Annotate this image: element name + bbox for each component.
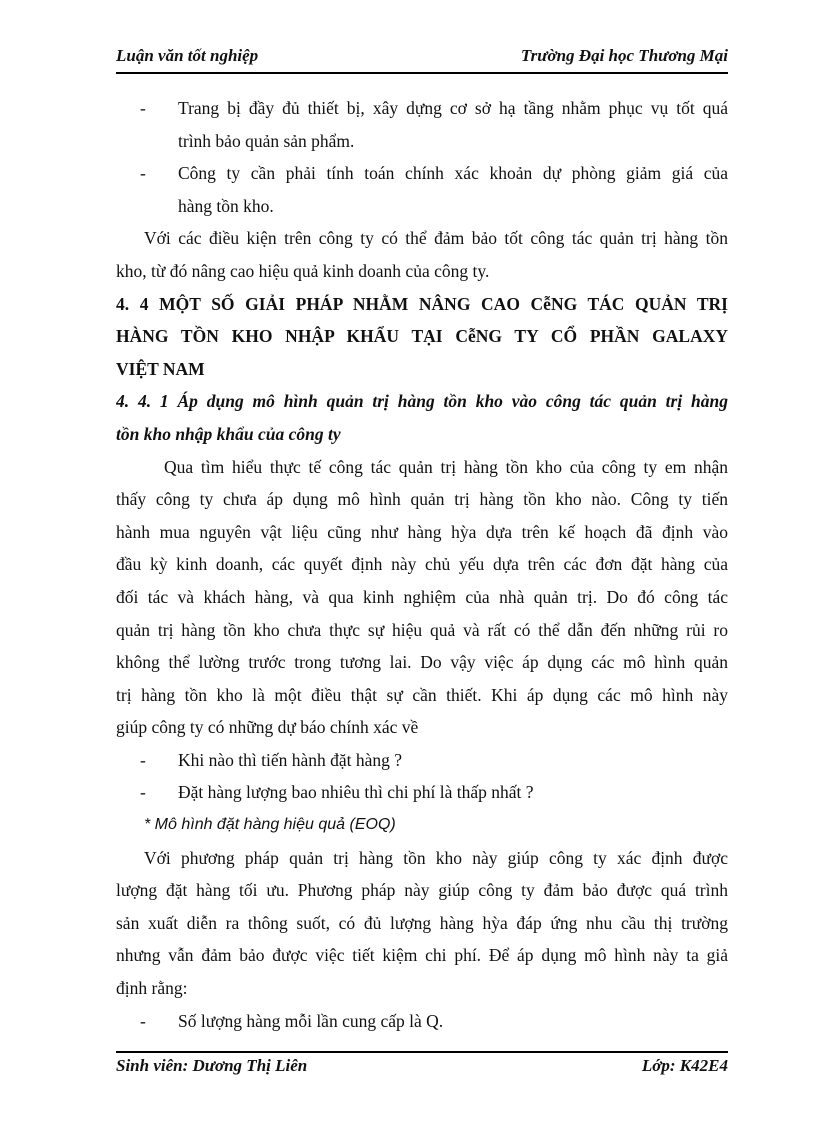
bullet-continuation: trình bảo quản sản phẩm. [178, 130, 355, 151]
paragraph-line: quản trị hàng tồn kho chưa thực sự hiệu quả và rất có thể dẫn đến những rủi ro [116, 619, 728, 640]
bullet-dash: - [140, 98, 146, 118]
bullet-text: Trang bị đầy đủ thiết bị, xây dựng cơ sở hạ tầng nhằm phục vụ tốt quá [178, 98, 728, 118]
section-heading: VIỆT NAM [116, 358, 205, 379]
paragraph-line: hành mua nguyên vật liệu cũng như hàng hỳa dựa trên kế hoạch đã định vào [116, 521, 728, 542]
bullet-line [116, 776, 728, 809]
subsection-heading: 4. 4. 1 Áp dụng mô hình quản trị hàng tồn kho vào công tác quản trị hàng [116, 391, 728, 412]
paragraph-line: đầu kỳ kinh doanh, các quyết định này chủ yếu dựa trên các đơn đặt hàng của [116, 554, 728, 575]
bullet-line [116, 1005, 728, 1038]
header-right-title: Trường Đại học Thương Mại [520, 46, 728, 65]
paragraph-line: kho, từ đó nâng cao hiệu quả kinh doanh của công ty. [116, 260, 490, 281]
header-rule [116, 72, 728, 74]
bullet-dash: - [140, 1010, 146, 1031]
paragraph-line: lượng đặt hàng tối ưu. Phương pháp này giúp công ty đảm bảo được quá trình [116, 880, 728, 901]
paragraph-line: giúp công ty có những dự báo chính xác về [116, 717, 419, 738]
document-body [116, 92, 728, 1037]
paragraph-line: định rằng: [116, 978, 188, 999]
paragraph-line: thấy công ty chưa áp dụng mô hình quản trị hàng tồn kho nào. Công ty tiến [116, 489, 728, 510]
bullet-line [116, 744, 728, 777]
section-heading: HÀNG TỒN KHO NHẬP KHẨU TẠI CễNG TY CỔ PHẦN GALAXY [116, 326, 728, 347]
paragraph-line: Với phương pháp quản trị hàng tồn kho này giúp công ty xác định được [144, 847, 728, 868]
bullet-text: Số lượng hàng mỗi lần cung cấp là Q. [178, 1010, 444, 1031]
paragraph-line: không thể lường trước trong tương lai. Do vậy việc áp dụng các mô hình quản [116, 652, 728, 673]
bullet-text: Đặt hàng lượng bao nhiêu thì chi phí là thấp nhất ? [178, 782, 534, 803]
page-footer [116, 1056, 728, 1076]
subsection-heading: tồn kho nhập khẩu của công ty [116, 423, 341, 444]
paragraph-line: Qua tìm hiểu thực tế công tác quản trị hàng tồn kho của công ty em nhận [164, 456, 728, 477]
eoq-label: * Mô hình đặt hàng hiệu quả (EOQ) [144, 816, 396, 834]
paragraph-line: Với các điều kiện trên công ty có thể đảm bảo tốt công tác quản trị hàng tồn [144, 228, 728, 249]
bullet-text: Công ty cần phải tính toán chính xác khoản dự phòng giảm giá của [178, 163, 728, 184]
header-left-title: Luận văn tốt nghiệp [116, 46, 259, 65]
paragraph-line: nhưng vẫn đảm bảo được việc tiết kiệm chi phí. Để áp dụng mô hình này ta giả [116, 945, 728, 966]
bullet-text: Khi nào thì tiến hành đặt hàng ? [178, 749, 403, 770]
footer-student-name: Sinh viên: Dương Thị Liên [116, 1056, 308, 1075]
bullet-line [116, 92, 728, 125]
paragraph-line: trị hàng tồn kho là một điều thật sự cần thiết. Khi áp dụng các mô hình này [116, 684, 728, 705]
paragraph-line: đối tác và khách hàng, và qua kinh nghiệm của nhà quản trị. Do đó công tác [116, 586, 728, 607]
section-heading: 4. 4 MỘT SỐ GIẢI PHÁP NHẰM NÂNG CAO CễNG TÁC QUẢN TRỊ [116, 293, 728, 314]
bullet-continuation: hàng tồn kho. [178, 195, 274, 216]
footer-class: Lớp: K42E4 [641, 1056, 728, 1075]
page-header [116, 46, 728, 66]
footer-rule [116, 1051, 728, 1053]
bullet-dash: - [140, 782, 146, 803]
bullet-dash: - [140, 749, 146, 770]
bullet-line [116, 157, 728, 190]
bullet-dash: - [140, 163, 146, 184]
paragraph-line: sản xuất diễn ra thông suốt, có đủ lượng hàng hỳa đáp ứng nhu cầu thị trường [116, 912, 728, 933]
